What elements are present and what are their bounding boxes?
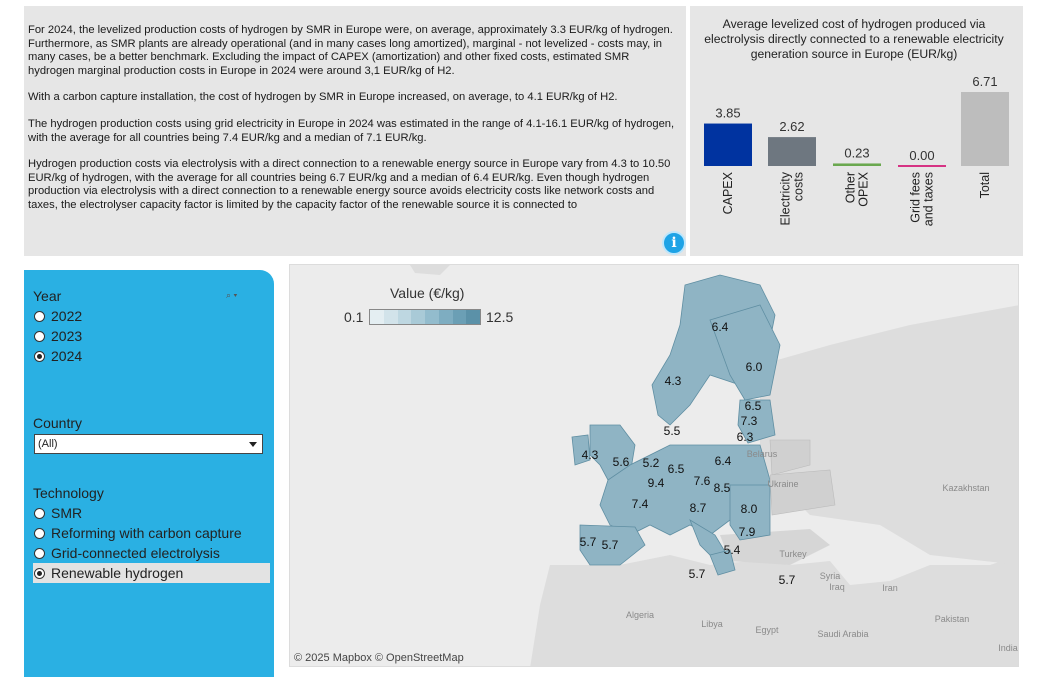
radio-carbon-capture[interactable] — [34, 528, 45, 539]
filter-panel — [24, 270, 274, 677]
info-icon[interactable]: i — [662, 231, 686, 255]
map-place-label: Kazakhstan — [942, 483, 990, 493]
legend-max: 12.5 — [486, 309, 514, 325]
bar-group-2[interactable] — [833, 145, 881, 206]
legend-swatch — [411, 310, 425, 324]
map-attribution[interactable]: © 2025 Mapbox © OpenStreetMap — [294, 652, 464, 664]
legend-swatch — [370, 310, 384, 324]
map-value-label: 5.2 — [642, 456, 660, 470]
map-value-label: 9.4 — [647, 476, 665, 490]
map-value-label: 7.9 — [738, 525, 756, 539]
bar-group-3[interactable] — [898, 148, 946, 226]
map-value-label: 7.4 — [631, 497, 649, 511]
technology-option-label: Renewable hydrogen — [51, 565, 184, 581]
bar-value-label: 6.71 — [972, 74, 998, 89]
info-paragraph-smr: For 2024, the levelized production costs of hydrogen by SMR in Europe were, on average, approximately 3.3 EUR/kg of hydrogen. Furthermore, as SMR plants are already operational (and in many cases long amortized), marginal - not levelized - costs may, in many cases, be a better benchmark. Excluding the impact of CAPEX (amortization) and other fixed costs, estimated SMR hydrogen marginal production costs in Europe in 2024 were around 3,1 EUR/kg of H2. — [28, 24, 673, 77]
bar-1[interactable] — [768, 137, 816, 166]
legend-swatch — [398, 310, 412, 324]
year-filter-label: Year — [33, 288, 62, 304]
bar-group-4[interactable] — [961, 74, 1009, 198]
bar-value-label: 0.00 — [909, 148, 935, 163]
year-option-label: 2022 — [51, 308, 83, 324]
info-paragraph-grid: The hydrogen production costs using grid electricity in Europe in 2024 was estimated in the range of 4.1-16.1 EUR/kg of hydrogen, with the average for all countries being 7.4 EUR/kg and a median of 7.1 EUR/kg. — [28, 117, 675, 144]
map-value-label: 6.4 — [711, 320, 729, 334]
radio-grid-electrolysis[interactable] — [34, 548, 45, 559]
legend-swatch — [453, 310, 467, 324]
map-value-label: 8.0 — [740, 502, 758, 516]
radio-2022[interactable] — [34, 311, 45, 322]
map-value-label: 7.3 — [740, 414, 758, 428]
technology-option-label: Grid-connected electrolysis — [51, 545, 220, 561]
map-value-label: 6.5 — [744, 399, 762, 413]
map-value-label: 5.5 — [663, 424, 681, 438]
bar-value-label: 0.23 — [844, 145, 870, 161]
legend-color-ramp — [369, 309, 481, 325]
bar-3[interactable] — [898, 165, 946, 167]
chart-title: Average levelized cost of hydrogen produced via electrolysis directly connected to a renewable electricity generation source in Europe (EUR/kg) — [704, 17, 1004, 61]
year-filter-menu-icon[interactable]: ⌕ ▾ — [226, 290, 238, 300]
category-label: Electricity — [778, 172, 793, 226]
category-label: and taxes — [921, 172, 936, 227]
country-filter-label: Country — [33, 415, 83, 431]
country-dropdown[interactable] — [34, 434, 263, 454]
technology-option-carbon-capture[interactable] — [34, 523, 242, 543]
map-place-label: Iran — [882, 583, 898, 593]
technology-filter-label: Technology — [33, 485, 104, 501]
cost-breakdown-chart — [690, 6, 1023, 256]
info-text — [28, 24, 676, 226]
technology-option-smr[interactable] — [34, 503, 82, 523]
technology-option-grid-electrolysis[interactable] — [34, 543, 220, 563]
map-place-label: Turkey — [779, 549, 807, 559]
map-value-label: 4.3 — [664, 374, 682, 388]
country-dropdown-value: (All) — [38, 438, 58, 450]
info-paragraph-renewable: Hydrogen production costs via electrolysis with a direct connection to a renewable energy source in Europe vary from 4.3 to 10.50 EUR/kg of hydrogen, with the average for all countries being 6.7 EUR/kg and a median of 6.4 EUR/kg. Even though hydrogen production via electrolysis with a direct connection to a renewable energy source avoids electricity costs like network costs and taxes, the electrolyser capacity factor is limited by the capacity factor of the renewable source it is connected to — [28, 158, 671, 211]
map-value-label: 5.7 — [688, 567, 706, 581]
map-place-label: Libya — [701, 619, 723, 629]
year-option-2022[interactable] — [34, 306, 82, 326]
map-place-label: India — [998, 643, 1018, 653]
category-label: costs — [791, 172, 806, 202]
year-option-label: 2024 — [51, 348, 83, 364]
map-place-label: Algeria — [625, 610, 655, 620]
map-value-label: 8.7 — [689, 501, 707, 515]
info-panel — [24, 6, 686, 256]
technology-option-label: SMR — [51, 505, 83, 521]
bar-value-label: 3.85 — [715, 105, 741, 121]
map-value-label: 5.7 — [601, 538, 619, 552]
map-value-label: 7.6 — [693, 474, 711, 488]
cost-breakdown-chart-panel — [690, 6, 1023, 256]
map-place-label: Ukraine — [767, 479, 799, 489]
bar-0[interactable] — [704, 124, 752, 166]
category-label: CAPEX — [721, 172, 735, 215]
year-option-2024[interactable] — [34, 346, 82, 366]
radio-smr[interactable] — [34, 508, 45, 519]
legend-title: Value (€/kg) — [390, 285, 465, 301]
legend-swatch — [384, 310, 398, 324]
map-place-label: Saudi Arabia — [817, 629, 869, 639]
map-value-label: 8.5 — [713, 481, 731, 495]
map-value-label: 5.4 — [723, 543, 741, 557]
technology-option-renewable-hydrogen[interactable] — [33, 563, 270, 583]
map-canvas[interactable] — [290, 265, 1019, 667]
bar-4[interactable] — [961, 92, 1009, 166]
map-place-label: Pakistan — [934, 614, 970, 624]
map-value-label: 5.6 — [612, 455, 630, 469]
map-place-label: Egypt — [755, 625, 779, 635]
map-land-south — [530, 555, 1019, 667]
category-label: Grid fees — [908, 172, 923, 223]
map-value-label: 5.7 — [579, 535, 597, 549]
legend-swatch — [439, 310, 453, 324]
europe-cost-map[interactable] — [289, 264, 1019, 667]
chevron-down-icon — [249, 442, 257, 447]
bar-2[interactable] — [833, 163, 881, 166]
legend-min: 0.1 — [344, 309, 364, 325]
bar-group-1[interactable] — [768, 119, 816, 225]
map-value-label: 4.3 — [581, 448, 599, 462]
year-option-label: 2023 — [51, 328, 83, 344]
radio-2024[interactable] — [34, 351, 45, 362]
legend-swatch — [466, 310, 480, 324]
category-label: Total — [978, 172, 992, 199]
bar-value-label: 2.62 — [779, 119, 805, 135]
map-place-label: Iraq — [829, 582, 845, 592]
radio-renewable-hydrogen[interactable] — [34, 568, 45, 579]
technology-option-label: Reforming with carbon capture — [51, 525, 242, 541]
info-paragraph-carbon-capture: With a carbon capture installation, the cost of hydrogen by SMR in Europe increased, on average, to 4.1 EUR/kg of H2. — [28, 91, 618, 104]
map-value-label: 5.7 — [778, 573, 796, 587]
map-place-label: Belarus — [746, 449, 778, 459]
map-place-label: Syria — [819, 571, 841, 581]
map-value-label: 6.0 — [745, 360, 763, 374]
legend-swatch — [425, 310, 439, 324]
map-value-label: 6.5 — [667, 462, 685, 476]
radio-2023[interactable] — [34, 331, 45, 342]
category-label: Other — [843, 172, 858, 204]
bar-group-0[interactable] — [704, 106, 752, 215]
year-option-2023[interactable] — [34, 326, 82, 346]
map-value-label: 6.3 — [736, 430, 754, 444]
map-value-label: 6.4 — [714, 454, 732, 468]
category-label: OPEX — [856, 172, 871, 207]
